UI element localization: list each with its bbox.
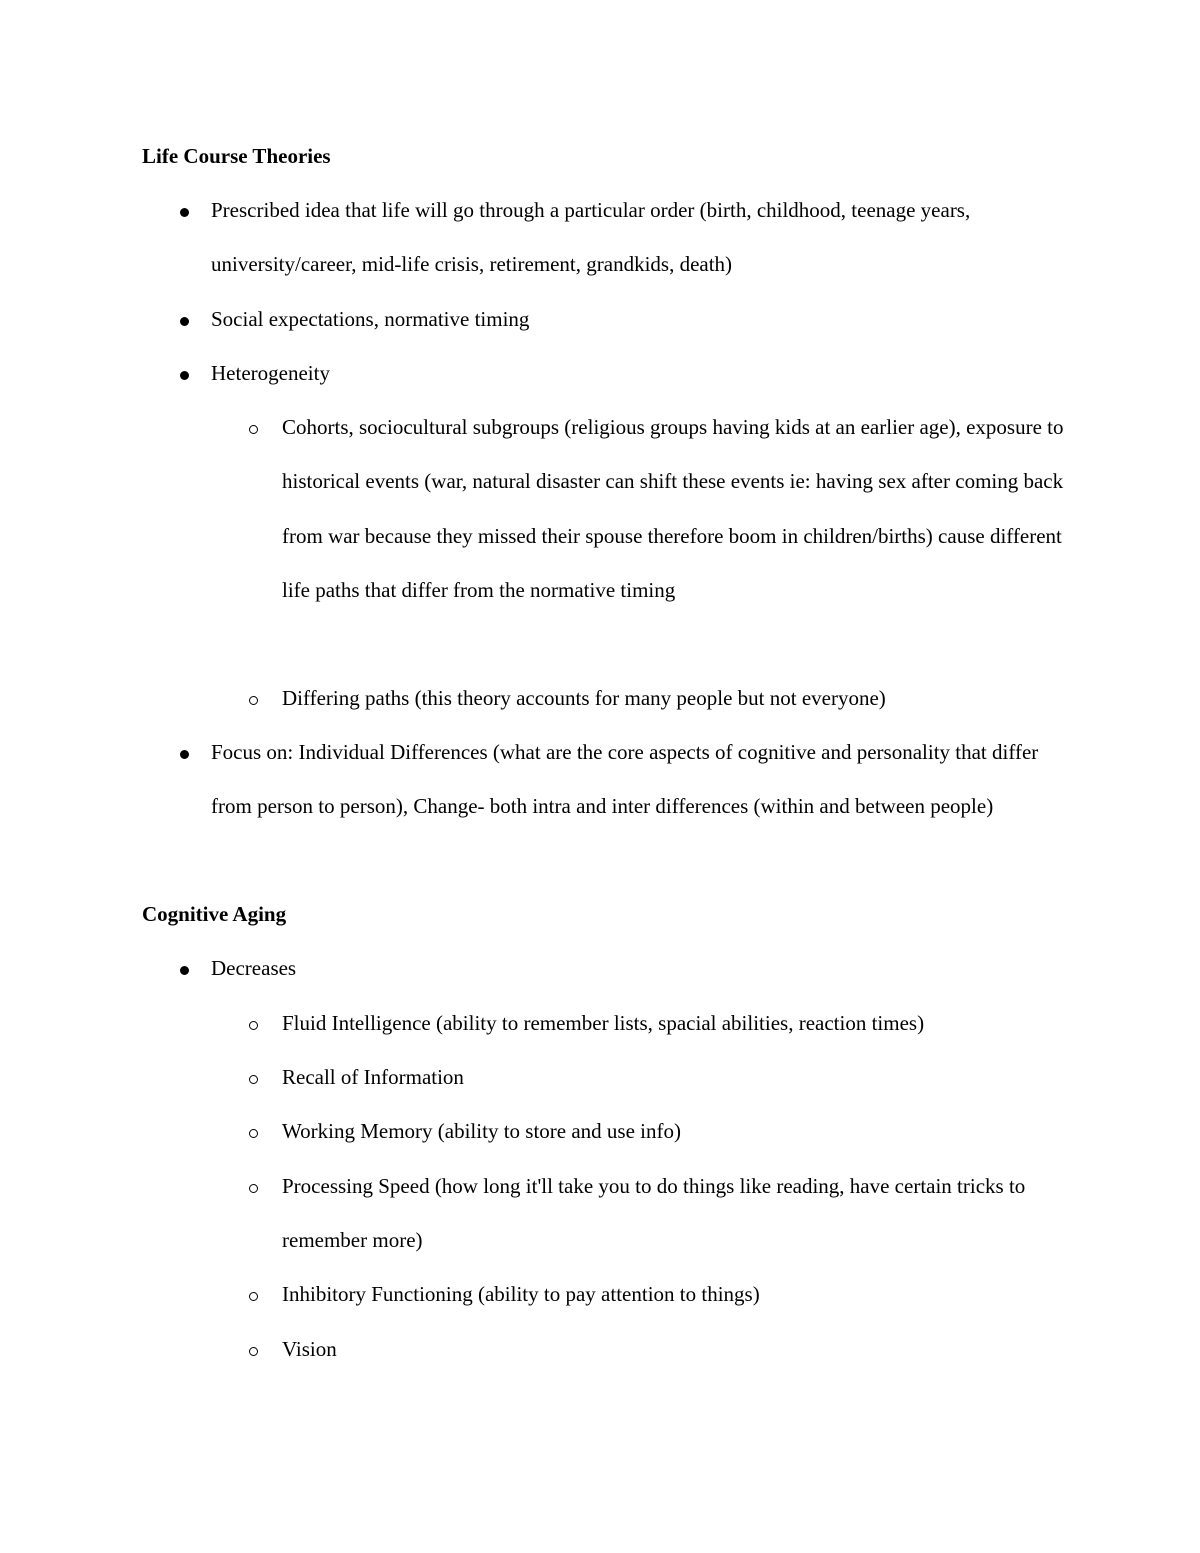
section-heading-life-course-theories: Life Course Theories [142, 144, 331, 168]
sub-bullet-item [282, 671, 1072, 725]
sub-bullet-item [282, 1322, 1072, 1376]
sub-bullet-item [282, 1050, 1072, 1104]
sub-bullet-item [282, 1104, 1072, 1158]
bullet-circle-icon [246, 400, 260, 454]
bullet-disc-icon [177, 183, 191, 237]
sub-bullet-text: Vision [282, 1337, 337, 1361]
bullet-disc-icon [177, 725, 191, 779]
bullet-item [211, 183, 1071, 292]
bullet-text: Focus on: Individual Differences (what are the core aspects of cognitive and personality that differ from person to person), Change- both intra and inter differences (within and between people) [211, 740, 1039, 819]
sub-bullet-text: Cohorts, sociocultural subgroups (religious groups having kids at an earlier age), exposure to historical events (war, natural disaster can shift these events ie: having sex after coming back from war because they missed their spouse therefore boom in children/births) cause different life paths that differ from the normative timing [282, 415, 1064, 602]
bullet-disc-icon [177, 941, 191, 995]
sub-bullet-item [282, 400, 1072, 617]
bullet-circle-icon [246, 1322, 260, 1376]
bullet-item [211, 941, 1071, 995]
sub-bullet-item [282, 1267, 1072, 1321]
sub-bullet-text: Working Memory (ability to store and use info) [282, 1119, 681, 1143]
sub-bullet-item [282, 996, 1072, 1050]
sub-bullet-text: Recall of Information [282, 1065, 464, 1089]
bullet-text: Decreases [211, 956, 297, 980]
bullet-item [211, 346, 1071, 400]
bullet-text: Social expectations, normative timing [211, 307, 530, 331]
bullet-disc-icon [177, 292, 191, 346]
bullet-circle-icon [246, 671, 260, 725]
sub-bullet-item [282, 1159, 1072, 1268]
bullet-text: Heterogeneity [211, 361, 330, 385]
bullet-circle-icon [246, 1159, 260, 1213]
bullet-circle-icon [246, 996, 260, 1050]
sub-bullet-text: Differing paths (this theory accounts for many people but not everyone) [282, 686, 886, 710]
bullet-item [211, 725, 1071, 834]
bullet-circle-icon [246, 1104, 260, 1158]
sub-bullet-text: Processing Speed (how long it'll take you to do things like reading, have certain tricks to remember more) [282, 1174, 1026, 1253]
bullet-text: Prescribed idea that life will go through a particular order (birth, childhood, teenage years, university/career, mid-life crisis, retirement, grandkids, death) [211, 198, 971, 277]
bullet-disc-icon [177, 346, 191, 400]
sub-bullet-text: Inhibitory Functioning (ability to pay attention to things) [282, 1282, 760, 1306]
section-heading-cognitive-aging: Cognitive Aging [142, 902, 287, 926]
sub-bullet-text: Fluid Intelligence (ability to remember lists, spacial abilities, reaction times) [282, 1011, 925, 1035]
bullet-item [211, 292, 1071, 346]
bullet-circle-icon [246, 1050, 260, 1104]
bullet-circle-icon [246, 1267, 260, 1321]
